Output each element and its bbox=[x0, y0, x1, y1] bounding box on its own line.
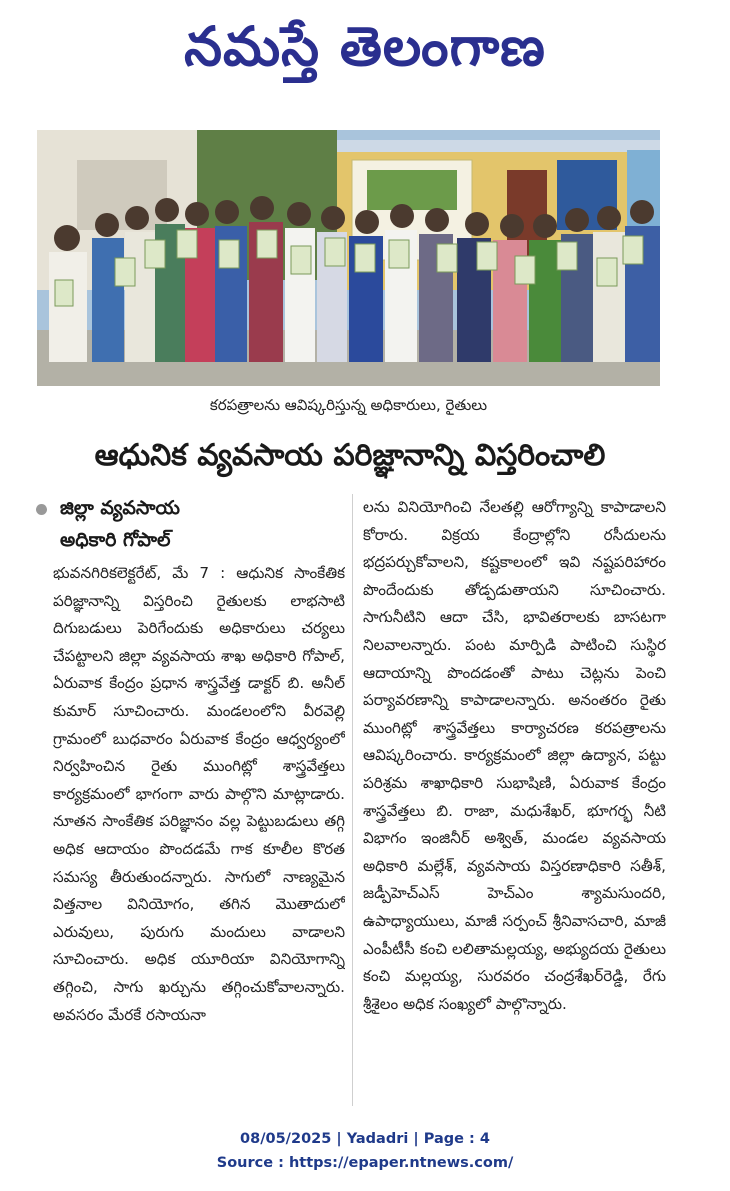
article-body-left-column bbox=[53, 560, 345, 1105]
article-headline: ఆధునిక వ్యవసాయ పరిజ్ఞానాన్ని విస్తరించాలి bbox=[94, 438, 606, 473]
kicker-line-2: అధికారి గోపాల్ bbox=[60, 529, 171, 551]
footer-source: Source : https://epaper.ntnews.com/ bbox=[216, 1155, 514, 1171]
news-photo bbox=[37, 130, 660, 386]
column-divider bbox=[352, 494, 353, 1106]
article-kicker bbox=[36, 494, 336, 558]
footer-date-edition: 08/05/2025 | Yadadri | Page : 4 bbox=[240, 1131, 490, 1147]
kicker-line-1: జిల్లా వ్యవసాయ bbox=[60, 497, 180, 519]
body-paragraph-right: లను వినియోగించి నేలతల్లి ఆరోగ్యాన్ని కాపాడాలని కోరారు. విక్రయ కేంద్రాల్లోని రసీదులను భద్రపర్చుకోవాలని, కష్టకాలంలో ఇవి నష్టపరిహారం పొందేందుకు తోడ్పడుతాయని సూచించారు. సాగునీటిని ఆదా చేసి, భావితరాలకు బాసటగా నిలవాలన్నారు. పంట మార్పిడి పాటించి సుస్థిర ఆదాయాన్ని పొందడంతో పాటు చెట్లను పెంచి పర్యావరణాన్ని కాపాడాలన్నారు. అనంతరం రైతు ముంగిట్లో శాస్త్రవేత్తలు కార్యాచరణ కరపత్రాలను ఆవిష్కరించారు. కార్యక్రమంలో జిల్లా ఉద్యాన, పట్టు పరిశ్రమ శాఖాధికారి సుభాషిణి, ఏరువాక కేంద్రం శాస్త్రవేత్తలు బి. రాజా, మధుశేఖర్, భూగర్భ నీటి విభాగం ఇంజినీర్ అశ్విత్, మండల వ్యవసాయ అధికారి మల్లేశ్, వ్యవసాయ విస్తరణాధికారి సతీశ్, జడ్పీహెచ్ఎస్ హెచ్ఎం శ్యామసుందరి, ఉపాధ్యాయులు, మాజీ సర్పంచ్ శ్రీనివాసచారి, మాజీ ఎంపీటీసీ కంచి లలితామల్లయ్య, అభ్యుదయ రైతులు కంచి మల్లయ్య, సురవరం చంద్రశేఖర్‌రెడ్డి, రేగు శ్రీశైలం అధిక సంఖ్యలో పాల్గొన్నారు. bbox=[363, 498, 666, 1013]
photo-illustration bbox=[37, 130, 660, 386]
photo-caption: కరపత్రాలను ఆవిష్కరిస్తున్న అధికారులు, రైతులు bbox=[209, 396, 488, 414]
article-body-right-column bbox=[363, 494, 666, 1104]
body-paragraph-left: భువనగిరికలెక్టరేట్, మే 7 : ఆధునిక సాంకేతిక పరిజ్ఞానాన్ని విస్తరించి రైతులకు లాభసాటి దిగుబడులు పెరిగేందుకు అధికారులు చర్యలు చేపట్టాలని జిల్లా వ్యవసాయ శాఖ అధికారి గోపాల్, ఏరువాక కేంద్రం ప్రధాన శాస్త్రవేత్త డాక్టర్ బి. అనీల్ కుమార్ సూచించారు. మండలంలోని వీరవెల్లి గ్రామంలో బుధవారం ఏరువాక కేంద్రం ఆధ్వర్యంలో నిర్వహించిన రైతు ముంగిట్లో శాస్త్రవేత్తలు కార్యక్రమంలో భాగంగా వారు పాల్గొని మాట్లాడారు. నూతన సాంకేతిక పరిజ్ఞానం వల్ల పెట్టుబడులు తగ్గి అధిక ఆదాయం పొందడమే గాక కూలీల కొరత సమస్య తీరుతుందన్నారు. సాగులో నాణ్యమైన విత్తనాల వినియోగం, తగిన మొతాదులో ఎరువులు, పురుగు మందులు వాడాలని సూచించారు. అధిక యూరియా వినియోగాన్ని తగ్గించి, సాగు ఖర్చును తగ్గించుకోవాలన్నారు. అవసరం మేరకే రసాయనా bbox=[53, 564, 345, 1024]
masthead-title: నమస్తే తెలంగాణ bbox=[184, 15, 546, 78]
bullet-icon bbox=[36, 504, 47, 515]
